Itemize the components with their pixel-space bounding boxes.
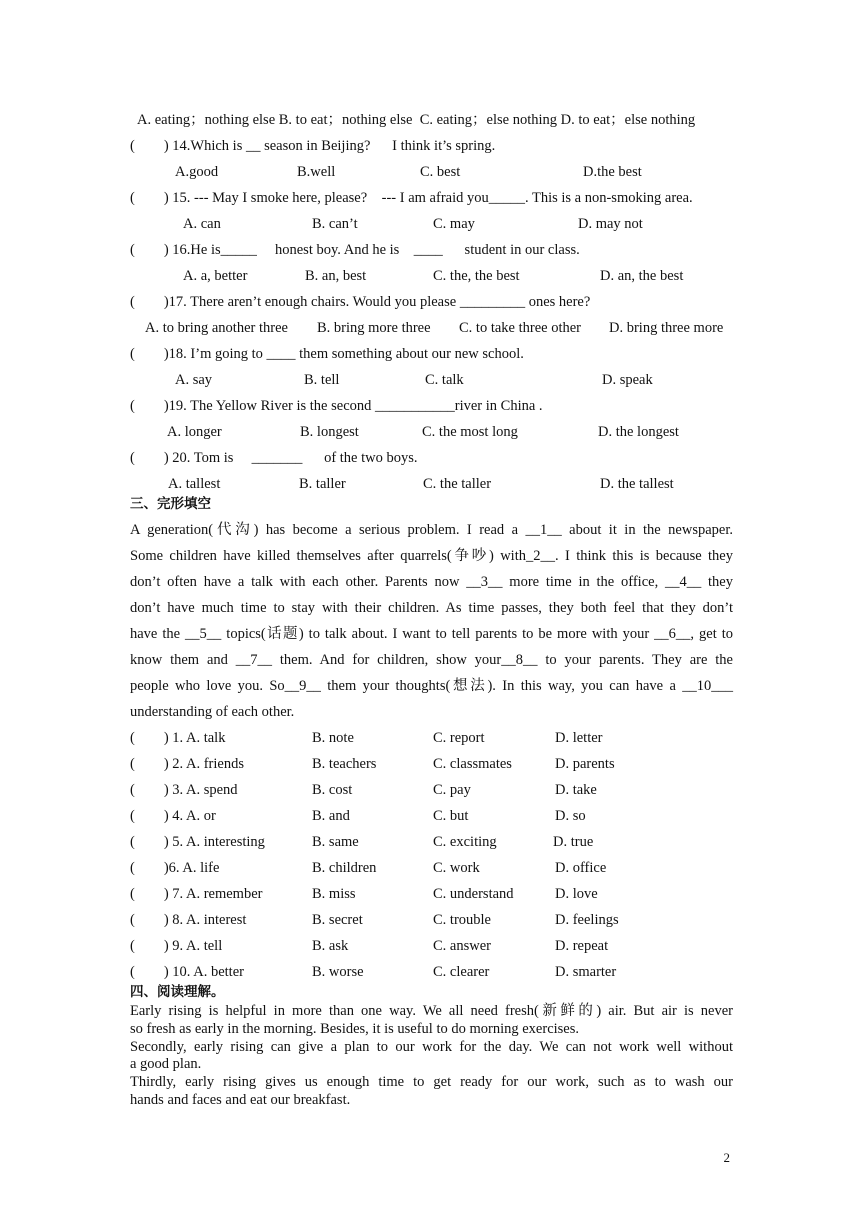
q19-option-c: C. the most long	[422, 424, 518, 440]
question-17: ( )17. There aren’t enough chairs. Would you please _________ ones here?	[130, 294, 591, 310]
cloze-line-3: don’t often have a talk with each other. Parents now __3__ more time in the office, __4__ they	[130, 574, 733, 590]
cloze-item-1-c: C. report	[433, 730, 485, 746]
cloze-item-9-a: ( ) 9. A. tell	[130, 938, 223, 954]
cloze-item-7-a: ( ) 7. A. remember	[130, 886, 263, 902]
q15-option-b: B. can’t	[312, 216, 358, 232]
cloze-line-7: people who love you. So__9__ them your thoughts(想法). In this way, you can have a __10___	[130, 678, 733, 694]
reading-line-6: hands and faces and eat our breakfast.	[130, 1092, 351, 1108]
q15-option-d: D. may not	[578, 216, 643, 232]
cloze-item-5-c: C. exciting	[433, 834, 497, 850]
cloze-item-7-d: D. love	[555, 886, 598, 902]
cloze-item-2-a: ( ) 2. A. friends	[130, 756, 244, 772]
cloze-item-6-a: ( )6. A. life	[130, 860, 220, 876]
cloze-line-8: understanding of each other.	[130, 704, 295, 720]
q20-option-d: D. the tallest	[600, 476, 674, 492]
cloze-item-10-c: C. clearer	[433, 964, 490, 980]
q17-option-d: D. bring three more	[609, 320, 724, 336]
q14-option-b: B.well	[297, 164, 336, 180]
cloze-item-6-c: C. work	[433, 860, 480, 876]
q18-option-b: B. tell	[304, 372, 340, 388]
cloze-item-1-a: ( ) 1. A. talk	[130, 730, 226, 746]
cloze-item-4-c: C. but	[433, 808, 469, 824]
cloze-item-2-d: D. parents	[555, 756, 615, 772]
q16-option-a: A. a, better	[183, 268, 248, 284]
q17-option-a: A. to bring another three	[145, 320, 288, 336]
cloze-item-4-d: D. so	[555, 808, 586, 824]
question-16: ( ) 16.He is_____ honest boy. And he is ____ student in our class.	[130, 242, 580, 258]
q20-option-c: C. the taller	[423, 476, 492, 492]
q20-option-a: A. tallest	[168, 476, 221, 492]
reading-line-4: a good plan.	[130, 1056, 202, 1072]
cloze-item-8-a: ( ) 8. A. interest	[130, 912, 247, 928]
cloze-item-7-c: C. understand	[433, 886, 514, 902]
question-14: ( ) 14.Which is __ season in Beijing? I think it’s spring.	[130, 138, 496, 154]
cloze-line-2: Some children have killed themselves after quarrels(争吵) with_2__. I think this is because they	[130, 548, 733, 564]
q14-option-c: C. best	[420, 164, 461, 180]
cloze-item-9-c: C. answer	[433, 938, 491, 954]
cloze-item-3-d: D. take	[555, 782, 597, 798]
q15-option-c: C. may	[433, 216, 475, 232]
q17-option-b: B. bring more three	[317, 320, 431, 336]
cloze-line-4: don’t have much time to stay with their children. As time passes, they both feel that they don’t	[130, 600, 733, 616]
q18-option-d: D. speak	[602, 372, 653, 388]
q16-option-c: C. the, the best	[433, 268, 520, 284]
cloze-item-10-d: D. smarter	[555, 964, 617, 980]
q19-option-b: B. longest	[300, 424, 359, 440]
q17-option-c: C. to take three other	[459, 320, 581, 336]
cloze-item-2-c: C. classmates	[433, 756, 512, 772]
cloze-item-7-b: B. miss	[312, 886, 356, 902]
cloze-item-8-d: D. feelings	[555, 912, 619, 928]
q16-option-b: B. an, best	[305, 268, 367, 284]
cloze-item-4-b: B. and	[312, 808, 350, 824]
cloze-item-5-b: B. same	[312, 834, 359, 850]
q16-option-d: D. an, the best	[600, 268, 684, 284]
cloze-line-5: have the __5__ topics(话题) to talk about. I want to tell parents to be more with your __6__, get to	[130, 626, 733, 642]
q19-option-a: A. longer	[167, 424, 222, 440]
reading-line-5: Thirdly, early rising gives us enough time to get ready for our work, such as to wash our	[130, 1074, 733, 1090]
question-19: ( )19. The Yellow River is the second ___________river in China .	[130, 398, 543, 414]
cloze-item-3-b: B. cost	[312, 782, 353, 798]
cloze-item-5-a: ( ) 5. A. interesting	[130, 834, 265, 850]
q18-option-c: C. talk	[425, 372, 464, 388]
cloze-line-1: A generation(代沟) has become a serious problem. I read a __1__ about it in the newspaper.	[130, 522, 733, 538]
cloze-item-6-d: D. office	[555, 860, 607, 876]
section-3-title: 三、完形填空	[130, 496, 211, 512]
cloze-item-9-d: D. repeat	[555, 938, 609, 954]
cloze-item-3-c: C. pay	[433, 782, 471, 798]
q20-option-b: B. taller	[299, 476, 346, 492]
question-18: ( )18. I’m going to ____ them something about our new school.	[130, 346, 524, 362]
q14-option-a: A.good	[175, 164, 219, 180]
question-15: ( ) 15. --- May I smoke here, please? --- I am afraid you_____. This is a non-smoking area.	[130, 190, 693, 206]
cloze-item-5-d: D. true	[553, 834, 594, 850]
cloze-item-1-b: B. note	[312, 730, 354, 746]
cloze-item-10-a: ( ) 10. A. better	[130, 964, 244, 980]
cloze-item-10-b: B. worse	[312, 964, 364, 980]
page-number: 2	[723, 1150, 730, 1165]
cloze-line-6: know them and __7__ them. And for children, show your__8__ to your parents. They are the	[130, 652, 733, 668]
cloze-item-3-a: ( ) 3. A. spend	[130, 782, 238, 798]
question-20: ( ) 20. Tom is _______ of the two boys.	[130, 450, 418, 466]
cloze-item-6-b: B. children	[312, 860, 377, 876]
section-4-title: 四、阅读理解。	[130, 984, 225, 1000]
cloze-item-9-b: B. ask	[312, 938, 349, 954]
cloze-item-4-a: ( ) 4. A. or	[130, 808, 216, 824]
q15-option-a: A. can	[183, 216, 221, 232]
reading-line-3: Secondly, early rising can give a plan to our work for the day. We can not work well without	[130, 1039, 733, 1055]
reading-line-1: Early rising is helpful in more than one way. We all need fresh(新鲜的) air. But air is never	[130, 1003, 733, 1019]
cloze-item-2-b: B. teachers	[312, 756, 377, 772]
q19-option-d: D. the longest	[598, 424, 679, 440]
q14-option-d: D.the best	[583, 164, 642, 180]
cloze-item-8-b: B. secret	[312, 912, 363, 928]
q18-option-a: A. say	[175, 372, 213, 388]
q13-options: A. eating；nothing else B. to eat；nothing else C. eating；else nothing D. to eat；else nothing	[137, 112, 696, 128]
reading-line-2: so fresh as early in the morning. Besides, it is useful to do morning exercises.	[130, 1021, 580, 1037]
cloze-item-1-d: D. letter	[555, 730, 603, 746]
cloze-item-8-c: C. trouble	[433, 912, 491, 928]
